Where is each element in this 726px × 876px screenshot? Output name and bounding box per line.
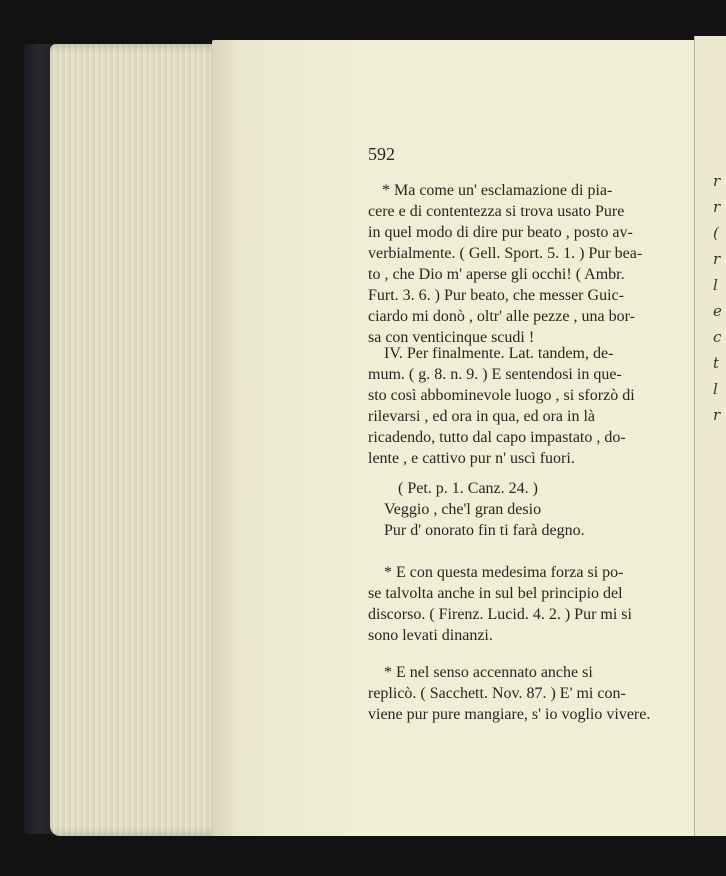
page-block-edge <box>50 44 222 836</box>
text-line: verbialmente. ( Gell. Sport. 5. 1. ) Pur bea- <box>368 245 643 262</box>
text-line: sa con venticinque scudi ! <box>368 329 535 346</box>
text-line: mum. ( g. 8. n. 9. ) E sentendosi in que- <box>368 366 622 383</box>
facing-page-fragment: r <box>713 172 721 190</box>
text-line: se talvolta anche in sul bel principio del <box>368 585 623 602</box>
text-line: replicò. ( Sacchett. Nov. 87. ) E' mi con- <box>368 685 626 702</box>
text-line: rilevarsi , ed ora in qua, ed ora in là <box>368 408 596 425</box>
facing-page-edge <box>694 36 726 836</box>
text-line: Pur d' onorato fin ti farà degno. <box>384 522 585 539</box>
facing-page-fragment: l <box>713 380 718 398</box>
text-line: ciardo mi donò , oltr' alle pezze , una bor- <box>368 308 635 325</box>
text-line: Furt. 3. 6. ) Pur beato, che messer Guic- <box>368 287 624 304</box>
facing-page-fragment: c <box>713 328 722 346</box>
text-line: ricadendo, tutto dal capo impastato , do- <box>368 429 626 446</box>
facing-page-fragment: t <box>713 354 720 372</box>
text-line: viene pur pure mangiare, s' io voglio vivere. <box>368 706 651 723</box>
text-line: * E con questa medesima forza si po- <box>384 564 624 581</box>
text-line: * E nel senso accennato anche si <box>384 664 593 681</box>
text-line: sono levati dinanzi. <box>368 627 493 644</box>
text-line: Veggio , che'l gran desio <box>384 501 542 518</box>
facing-page-fragment: e <box>713 302 722 320</box>
text-line: * Ma come un' esclamazione di pia- <box>382 182 613 199</box>
facing-page-fragment: ( <box>713 224 719 242</box>
facing-page-fragment: r <box>713 250 721 268</box>
text-line: to , che Dio m' aperse gli occhi! ( Ambr. <box>368 266 625 283</box>
text-line: in quel modo di dire pur beato , posto av- <box>368 224 633 241</box>
facing-page-fragment: r <box>713 406 721 424</box>
facing-page-fragment: l <box>713 276 718 294</box>
text-line: discorso. ( Firenz. Lucid. 4. 2. ) Pur mi si <box>368 606 632 623</box>
page-number: 592 <box>368 144 395 164</box>
text-line: sto così abbominevole luogo , si sforzò di <box>368 387 635 404</box>
text-line: IV. Per finalmente. Lat. tandem, de- <box>384 345 614 362</box>
text-line: ( Pet. p. 1. Canz. 24. ) <box>398 480 538 497</box>
text-line: lente , e cattivo pur n' uscì fuori. <box>368 450 575 467</box>
text-line: cere e di contentezza si trova usato Pure <box>368 203 625 220</box>
facing-page-fragment: r <box>713 198 721 216</box>
